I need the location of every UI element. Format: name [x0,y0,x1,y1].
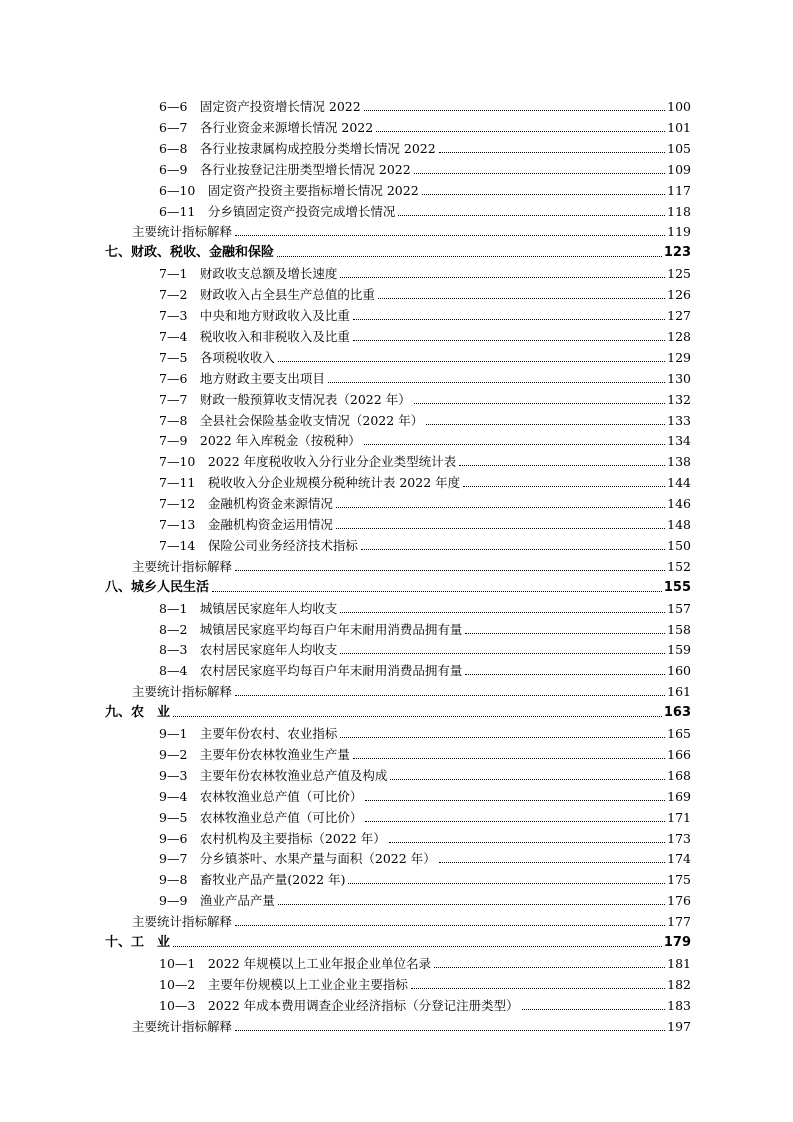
toc-entry-title: 7—2 财政收入占全县生产总值的比重 [159,287,375,303]
dot-leader [398,215,665,216]
toc-page-number: 175 [667,872,691,888]
toc-entry [159,868,691,888]
toc-page-number: 158 [667,621,691,637]
toc-entry [159,638,691,658]
toc-entry [159,618,691,638]
toc-entry [159,659,691,679]
toc-page-number: 146 [667,496,691,512]
toc-entry-title: 6—11 分乡镇固定资产投资完成增长情况 [159,203,396,219]
toc-entry [132,1015,691,1035]
toc-entry-title: 7—13 金融机构资金运用情况 [159,517,333,532]
toc-entry-title: 7—14 保险公司业务经济技术指标 [159,537,358,553]
toc-entry-title: 主要统计指标解释 [132,558,233,574]
toc-entry-title: 9—6 农村机构及主要指标（2022 年） [159,830,386,846]
toc-entry-title: 十、工 业 [105,935,171,950]
toc-page-number: 130 [667,370,691,386]
toc-page-number: 168 [667,767,691,783]
dot-leader [173,716,662,717]
toc-entry [159,471,691,491]
toc-entry [159,325,691,345]
toc-entry [159,889,691,909]
toc-entry [159,388,691,408]
toc-entry [159,492,691,512]
dot-leader [364,444,665,445]
toc-entry [159,764,691,784]
toc-entry-title: 7—12 金融机构资金来源情况 [159,496,333,512]
toc-entry-title: 7—7 财政一般预算收支情况表（2022 年） [159,391,411,407]
toc-entry [159,137,691,157]
dot-leader [348,883,665,884]
toc-entry-title: 6—10 固定资产投资主要指标增长情况 2022 [159,182,419,198]
toc-entry-title: 6—9 各行业按登记注册类型增长情况 2022 [159,161,411,177]
toc-entry [159,952,691,972]
toc-entry [159,200,691,220]
dot-leader [426,424,665,425]
toc-page-number: 163 [663,705,691,721]
toc-page-number: 174 [667,851,691,867]
toc-page-number: 197 [667,1018,691,1034]
toc-entry-title: 9—1 主要年份农村、农业指标 [159,726,338,741]
toc-entry-title: 八、城乡人民生活 [105,579,210,595]
toc-entry [159,827,691,847]
toc-entry [159,847,691,867]
dot-leader [389,842,665,843]
toc-entry [159,283,691,303]
toc-page-number: 118 [667,203,691,219]
toc-chapter [105,576,691,596]
dot-leader [365,800,665,801]
toc-entry-title: 8—3 农村居民家庭年人均收支 [159,642,338,658]
dot-leader [434,967,665,968]
toc-page-number: 165 [667,726,691,741]
toc-page-number: 138 [667,454,691,470]
toc-page-number: 157 [667,600,691,616]
dot-leader [414,173,665,174]
toc-page-number: 128 [667,328,691,344]
toc-entry-title: 6—8 各行业按隶属构成控股分类增长情况 2022 [159,140,436,156]
toc-page-number: 109 [667,161,691,177]
toc-entry-title: 9—5 农林牧渔业总产值（可比价） [159,809,363,825]
toc-entry [159,346,691,366]
dot-leader [212,591,662,592]
toc-page-number: 132 [667,391,691,407]
toc-entry [159,722,691,742]
toc-entry [132,555,691,575]
toc-page-number: 177 [667,914,691,930]
toc-page-number: 117 [667,182,691,198]
toc-entry-title: 7—3 中央和地方财政收入及比重 [159,308,350,323]
toc-entry [159,158,691,178]
dot-leader [411,988,665,989]
toc-entry-title: 主要统计指标解释 [132,1018,233,1034]
toc-entry [132,220,691,240]
toc-entry-title: 9—7 分乡镇茶叶、水果产量与面积（2022 年） [159,851,436,867]
toc-entry-title: 8—4 农村居民家庭平均每百户年末耐用消费品拥有量 [159,663,463,679]
dot-leader [378,298,665,299]
toc-entry [159,95,691,115]
toc-entry [159,429,691,449]
dot-leader [459,465,665,466]
toc-entry [159,785,691,805]
toc-entry [159,304,691,324]
toc-entry-title: 10—3 2022 年成本费用调查企业经济指标（分登记注册类型） [159,997,519,1013]
dot-leader [340,737,665,738]
toc-page-number: 127 [667,308,691,323]
dot-leader [364,110,665,111]
dot-leader [353,319,665,320]
toc-entry [159,806,691,826]
toc-page-number: 160 [667,663,691,679]
dot-leader [340,612,665,613]
toc-page-number: 179 [663,935,691,950]
dot-leader [340,653,665,654]
toc-page-number: 123 [663,245,691,261]
toc-entry-title: 6—6 固定资产投资增长情况 2022 [159,99,361,114]
toc-entry-title: 7—5 各项税收收入 [159,349,275,365]
toc-page-number: 148 [667,517,691,532]
dot-leader [353,758,665,759]
toc-entry [132,910,691,930]
dot-leader [422,194,665,195]
dot-leader [278,361,665,362]
toc-entry [159,116,691,136]
dot-leader [173,946,662,947]
dot-leader [235,925,665,926]
toc-page-number: 133 [667,412,691,428]
toc-chapter [105,241,691,261]
toc-entry-title: 主要统计指标解释 [132,914,233,930]
toc-page-number: 129 [667,349,691,365]
toc-page-number: 166 [667,746,691,762]
dot-leader [361,549,665,550]
toc-page-number: 169 [667,788,691,804]
toc-entry-title: 8—2 城镇居民家庭平均每百户年末耐用消费品拥有量 [159,621,463,637]
toc-page-number: 152 [667,558,691,574]
dot-leader [353,340,665,341]
dot-leader [439,152,665,153]
dot-leader [365,821,665,822]
toc-page-number: 182 [667,976,691,992]
toc-entry [159,367,691,387]
toc-entry-title: 8—1 城镇居民家庭年人均收支 [159,600,338,616]
dot-leader [463,486,665,487]
toc-entry [159,743,691,763]
toc-entry-title: 9—3 主要年份农林牧渔业总产值及构成 [159,767,388,783]
dot-leader [336,528,665,529]
dot-leader [340,277,665,278]
toc-page-number: 150 [667,537,691,553]
dot-leader [439,862,665,863]
toc-entry-title: 9—9 渔业产品产量 [159,893,275,909]
toc-entry-title: 7—1 财政收支总额及增长速度 [159,266,338,282]
toc-entry [159,450,691,470]
toc-entry-title: 九、农 业 [105,705,171,721]
toc-page-number: 119 [667,224,691,240]
toc-entry-title: 6—7 各行业资金来源增长情况 2022 [159,119,374,135]
toc-entry [159,534,691,554]
toc-page-number: 126 [667,287,691,303]
dot-leader [235,1030,665,1031]
toc-entry-title: 主要统计指标解释 [132,684,233,700]
toc-entry-title: 9—4 农林牧渔业总产值（可比价） [159,788,363,804]
toc-page-number: 181 [667,955,691,971]
toc-entry [159,409,691,429]
toc-page-number: 101 [667,119,691,135]
toc-page-number: 125 [667,266,691,282]
dot-leader [414,403,665,404]
toc-page-number: 183 [667,997,691,1013]
dot-leader [465,674,665,675]
dot-leader [465,633,665,634]
toc-entry-title: 10—1 2022 年规模以上工业年报企业单位名录 [159,955,432,971]
toc-page-number: 155 [663,579,691,595]
toc-entry-title: 7—4 税收收入和非税收入及比重 [159,328,350,344]
toc-entry-title: 7—6 地方财政主要支出项目 [159,370,325,386]
toc-entry-title: 主要统计指标解释 [132,224,233,240]
toc-entry [159,513,691,533]
dot-leader [336,507,665,508]
dot-leader [390,779,665,780]
dot-leader [328,382,665,383]
toc-entry [159,994,691,1014]
toc-entry-title: 七、财政、税收、金融和保险 [105,245,275,261]
toc-page-number: 161 [667,684,691,700]
toc-entry [159,973,691,993]
toc-entry-title: 9—8 畜牧业产品产量(2022 年) [159,872,346,888]
toc-entry [159,597,691,617]
toc-entry-title: 10—2 主要年份规模以上工业企业主要指标 [159,976,408,992]
toc-entry-title: 7—8 全县社会保险基金收支情况（2022 年） [159,412,424,428]
toc-page-number: 134 [667,433,691,449]
toc-page-number: 173 [667,830,691,846]
dot-leader [278,904,665,905]
dot-leader [235,235,665,236]
toc-page-number: 144 [667,475,691,491]
toc-chapter [105,701,691,721]
toc-entry [132,680,691,700]
toc-page-number: 176 [667,893,691,909]
toc-page-number: 105 [667,140,691,156]
toc-entry [159,179,691,199]
toc-entry-title: 9—2 主要年份农林牧渔业生产量 [159,746,350,762]
dot-leader [235,695,665,696]
toc-page-number: 100 [667,99,691,114]
dot-leader [235,570,665,571]
dot-leader [376,131,665,132]
toc-page-number: 171 [667,809,691,825]
toc-entry-title: 7—9 2022 年入库税金（按税种） [159,433,361,449]
toc-page-number: 159 [667,642,691,658]
toc-entry-title: 7—10 2022 年度税收收入分行业分企业类型统计表 [159,454,457,470]
toc-chapter [105,931,691,951]
dot-leader [277,256,662,257]
dot-leader [522,1009,665,1010]
toc-entry-title: 7—11 税收收入分企业规模分税种统计表 2022 年度 [159,475,461,491]
toc-entry [159,262,691,282]
